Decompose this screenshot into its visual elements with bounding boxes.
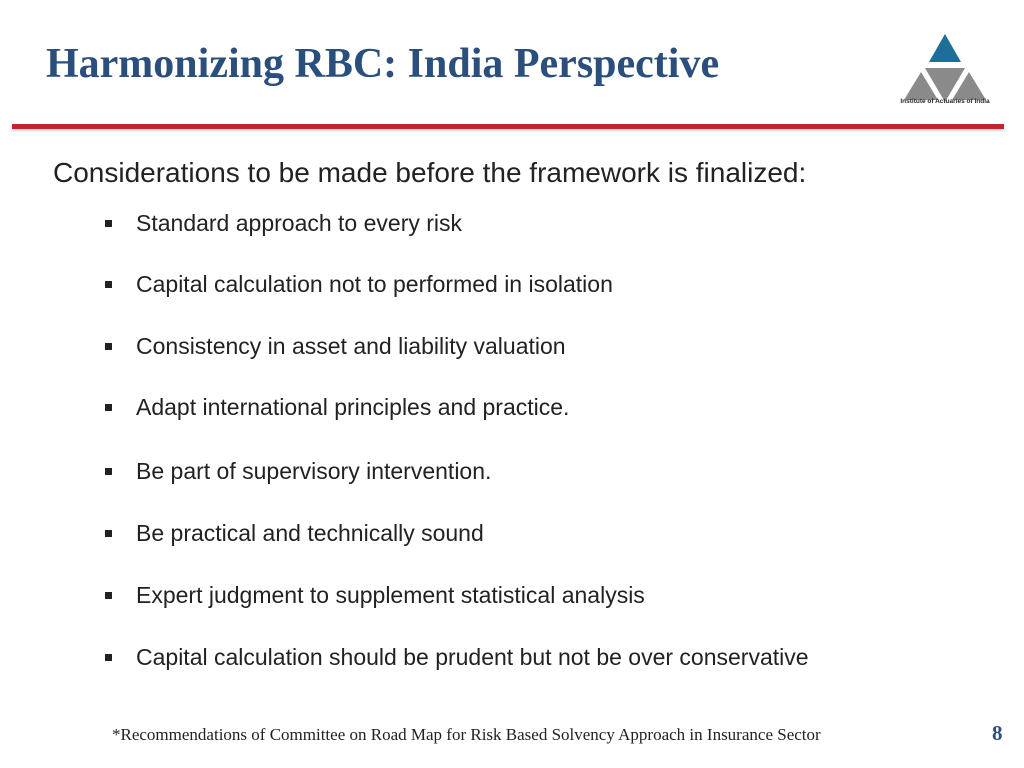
- list-item-text: Adapt international principles and practice.: [136, 393, 570, 420]
- list-item: [105, 392, 569, 422]
- title-divider: [12, 124, 1004, 129]
- footnote: *Recommendations of Committee on Road Map for Risk Based Solvency Approach in Insurance Sector: [112, 725, 821, 744]
- list-item: [105, 642, 809, 672]
- logo-top-triangle: [929, 34, 961, 62]
- slide-title: Harmonizing RBC: India Perspective: [46, 41, 720, 87]
- list-item-text: Be part of supervisory intervention.: [136, 457, 492, 484]
- list-item-text: Standard approach to every risk: [136, 209, 463, 236]
- list-item-text: Consistency in asset and liability valuation: [136, 332, 566, 359]
- logo-caption: Institute of Actuaries of India: [900, 98, 990, 105]
- bullet-square-icon: [105, 654, 112, 661]
- page-number: 8: [992, 721, 1003, 745]
- list-item-text: Expert judgment to supplement statistical analysis: [136, 581, 645, 608]
- bullet-square-icon: [105, 468, 112, 475]
- section-heading: Considerations to be made before the framework is finalized:: [53, 157, 807, 188]
- list-item: [105, 456, 491, 486]
- list-item-text: Capital calculation should be prudent but not be over conservative: [136, 643, 809, 670]
- list-item-text: Capital calculation not to performed in isolation: [136, 270, 613, 297]
- bullet-square-icon: [105, 281, 112, 288]
- list-item: [105, 580, 645, 610]
- bullet-square-icon: [105, 592, 112, 599]
- bullet-square-icon: [105, 404, 112, 411]
- bullet-square-icon: [105, 220, 112, 227]
- list-item-text: Be practical and technically sound: [136, 519, 484, 546]
- bullet-square-icon: [105, 530, 112, 537]
- list-item: [105, 331, 566, 361]
- bullet-square-icon: [105, 343, 112, 350]
- list-item: [105, 269, 613, 299]
- list-item: [105, 518, 484, 548]
- list-item: [105, 208, 462, 238]
